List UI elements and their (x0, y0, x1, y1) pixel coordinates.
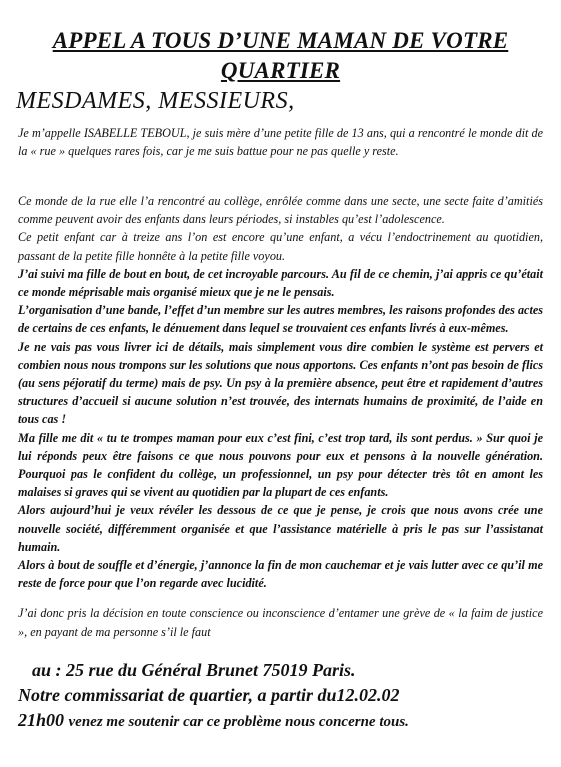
body-text (18, 192, 543, 641)
title-line-1: APPEL A TOUS D’UNE MAMAN DE VOTRE (52, 28, 509, 53)
intro-paragraph: Je m’appelle ISABELLE TEBOUL, je suis mère d’une petite fille de 13 ans, qui a rencontré le monde dit de la « rue » quelques rares fois, car je me suis battue pour ne pas quelle y reste. (18, 126, 543, 159)
paragraph-followed: J’ai suivi ma fille de bout en bout, de cet incroyable parcours. Au fil de ce chemin, j’ai appris ce qu’était ce monde méprisable mais organisé mieux que je ne le pensais. (18, 266, 543, 300)
paragraph-system: Je ne vais pas vous livrer ici de détails, mais simplement vous dire combien le système est pervers et combien nous nous trompons sur les solutions que nous apportons. Ces enfants n’ont pas besoin de flics (au sens péjoratif du terme) mais de psy. Un psy à la première absence, peut être et rapidement d’autres structures d’accueil si aucune solution n’est trouvée, des internats humains de proximité, de l’aide en tous cas ! (18, 339, 543, 427)
paragraph-child: Ce petit enfant car à treize ans l’on est encore qu’une enfant, a vécu l’endoctrinement au quotidien, passant de la petite fille honnête à la petite fille voyou. (18, 230, 543, 263)
paragraph-decision: J’ai donc pris la décision en toute conscience ou inconscience d’entamer une grève de « la faim de justice », en payant de ma personne s’il le faut (18, 606, 543, 639)
spacer (18, 592, 543, 604)
time-text: 21h00 (18, 710, 65, 730)
commissariat-line: Notre commissariat de quartier, a partir du12.02.02 (18, 685, 400, 705)
paragraph-gang: L’organisation d’une bande, l’effet d’un membre sur les autres membres, les raisons profondes des actes de certains de ces enfants, le dénuement dans lequel se trouvaient ces enfants livrés à eux-mêmes. (18, 303, 543, 336)
paragraph-world: Ce monde de la rue elle l’a rencontré au collège, enrôlée comme dans une secte, une secte faite d’amitiés comme peuvent avoir des enfants dans leurs périodes, si instables qu’est l’adolescence. (18, 194, 543, 227)
salutation: MESDAMES, MESSIEURS, (16, 88, 295, 114)
title-line-2: QUARTIER (220, 58, 341, 83)
paragraph-daughter: Ma fille me dit « tu te trompes maman pour eux c’est fini, c’est trop tard, ils sont perdus. » Sur quoi je lui réponds peux être faisons ce que nous pouvons pour eux et pensons à la nouvelle génération. Pourquoi pas le confident du collège, un professionnel, un psy pour détecter très tôt en amont les malaises si graves qui se vivent au quotidien par la plupart de ces enfants. (18, 430, 543, 500)
address-line: au : 25 rue du Général Brunet 75019 Paris. (32, 660, 356, 680)
paragraph-nightmare: Alors à bout de souffle et d’énergie, j’annonce la fin de mon cauchemar et je vais lutter avec ce qu’il me reste de force pour que l’on regarde avec lucidité. (18, 558, 543, 591)
closing-text: venez me soutenir car ce problème nous concerne tous. (68, 714, 409, 730)
paragraph-reveal: Alors aujourd’hui je veux révéler les dessous de ce que je pense, je crois que nous avons crée une nouvelle société, différemment organisée et que l’assistance matérielle à pris le pas sur l’assistanat humain. (18, 503, 543, 554)
closing-line (18, 710, 409, 731)
